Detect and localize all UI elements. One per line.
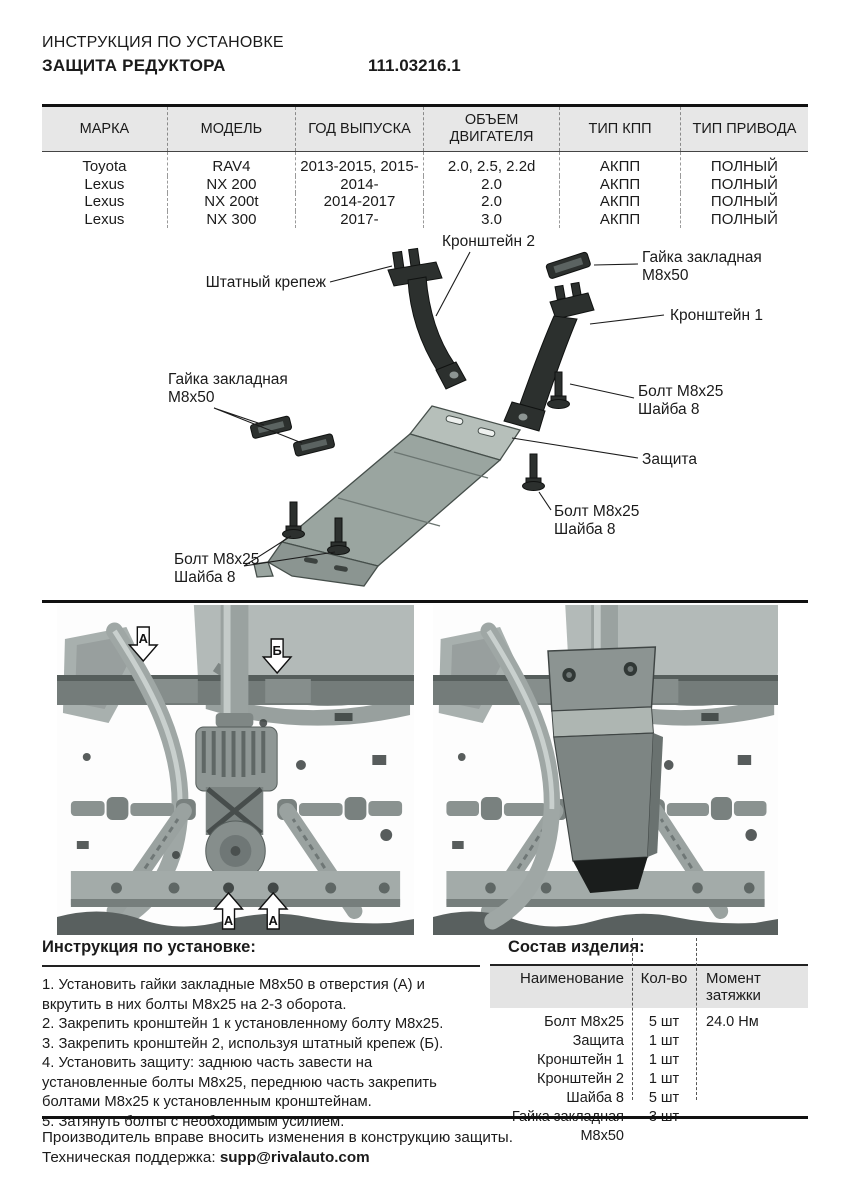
guard-plate-shape: [254, 406, 520, 586]
parts-row: [490, 1089, 808, 1108]
col-gearbox: ТИП КПП: [560, 106, 681, 152]
label-washer: Шайба 8: [554, 521, 616, 538]
label-embed-nut-size: М8х50: [168, 389, 215, 406]
cell: АКПП: [560, 211, 681, 229]
cell: 3 шт: [648, 1109, 680, 1125]
bolt-shape: [283, 502, 305, 539]
leader-line: [594, 264, 638, 265]
col-model: МОДЕЛЬ: [167, 106, 295, 152]
cell: Гайка закладная М8х50: [511, 1109, 624, 1144]
bolt-shape: [523, 454, 545, 491]
parts-row: [490, 1013, 808, 1032]
leader-line: [539, 492, 551, 510]
cell: [696, 1032, 808, 1051]
cell: [696, 1070, 808, 1089]
photo-before-install: [57, 605, 414, 935]
cell: Болт М8х25: [544, 1014, 624, 1030]
label-guard: Защита: [642, 451, 697, 468]
cell: 2014-2017: [295, 193, 423, 211]
cell: 24.0 Нм: [706, 1014, 759, 1030]
cell: Кронштейн 2: [537, 1071, 624, 1087]
parts-row: [490, 1032, 808, 1051]
label-embed-nut-size: М8х50: [642, 267, 689, 284]
cell: 1 шт: [648, 1052, 680, 1068]
cell: NX 200: [167, 176, 295, 194]
bracket2-shape: [388, 248, 466, 389]
instruction-step: 3. Закрепить кронштейн 2, используя штатный крепеж (Б).: [42, 1035, 444, 1052]
leader-line: [570, 384, 634, 398]
support-label: Техническая поддержка:: [42, 1149, 216, 1166]
svg-text:Б: Б: [272, 642, 282, 659]
cell: 1 шт: [648, 1033, 680, 1049]
instruction-step: 1. Установить гайки закладные М8х50 в отверстия (А) и вкрутить в них болты М8х25 на 2-3 оборота.: [42, 977, 425, 1013]
fitment-table: [42, 104, 808, 228]
cell: Lexus: [84, 193, 125, 210]
cell: АКПП: [560, 176, 681, 194]
embed-nut-shape: [250, 416, 292, 439]
cell: Защита: [572, 1033, 624, 1049]
embed-nut-shape: [546, 252, 592, 280]
col-name: Наименование: [520, 970, 624, 987]
cell: 3.0: [424, 211, 560, 229]
parts-row: [490, 1070, 808, 1089]
footer-support: [42, 1148, 808, 1168]
label-stock-fastener: Штатный крепеж: [205, 274, 326, 291]
cell: 2017-: [295, 211, 423, 229]
cell: Lexus: [84, 210, 125, 228]
cell: ПОЛНЫЙ: [680, 152, 808, 176]
fitment-header: [42, 106, 808, 152]
label-embed-nut: Гайка закладная: [168, 371, 288, 388]
col-engine: ОБЪЕМ ДВИГАТЕЛЯ: [424, 106, 560, 152]
parts-row: [490, 1051, 808, 1070]
cell: ПОЛНЫЙ: [680, 193, 808, 211]
label-bracket1: Кронштейн 1: [670, 307, 763, 324]
cell: АКПП: [560, 193, 681, 211]
table-row: [42, 176, 808, 194]
cell: 5 шт: [648, 1090, 680, 1106]
part-number: 111.03216.1: [368, 56, 461, 75]
instruction-step: 2. Закрепить кронштейн 1 к установленному болту М8х25.: [42, 1016, 444, 1032]
cell: ПОЛНЫЙ: [680, 176, 808, 194]
cell: Кронштейн 1: [537, 1052, 624, 1068]
cell: Шайба 8: [566, 1090, 624, 1106]
table-row: [42, 193, 808, 211]
cell: 2013-2015, 2015-: [295, 152, 423, 176]
col-torque: Момент затяжки: [706, 970, 761, 1004]
cell: Lexus: [84, 175, 125, 193]
label-washer: Шайба 8: [638, 401, 700, 418]
cell: АКПП: [560, 152, 681, 176]
cell: 1 шт: [648, 1071, 680, 1087]
section-divider: [42, 600, 808, 603]
footer: [42, 1116, 808, 1168]
svg-text:А: А: [223, 912, 234, 929]
cell: Toyota: [82, 158, 127, 175]
leader-line: [436, 252, 470, 316]
cell: NX 200t: [167, 193, 295, 211]
cell: [696, 1089, 808, 1108]
product-title: ЗАЩИТА РЕДУКТОРА: [42, 56, 226, 75]
col-drive: ТИП ПРИВОДА: [680, 106, 808, 152]
parts-list: [490, 938, 808, 1146]
cell: NX 300: [167, 211, 295, 229]
leader-line: [590, 315, 664, 324]
photo-after-install: [433, 605, 778, 935]
column-divider: [632, 938, 633, 1100]
parts-title: Состав изделия:: [508, 938, 645, 956]
cell: 2014-: [295, 176, 423, 194]
label-washer: Шайба 8: [174, 569, 236, 586]
label-bolt: Болт М8х25: [554, 503, 640, 520]
col-year: ГОД ВЫПУСКА: [295, 106, 423, 152]
column-divider: [696, 938, 697, 1100]
support-email: supp@rivalauto.com: [219, 1149, 370, 1166]
cell: 5 шт: [648, 1014, 680, 1030]
embed-nut-shape: [293, 433, 335, 456]
label-bracket2: Кронштейн 2: [442, 233, 535, 250]
label-bolt: Болт М8х25: [174, 551, 260, 568]
doc-title: ИНСТРУКЦИЯ ПО УСТАНОВКЕ: [42, 34, 284, 51]
bracket1-shape: [504, 282, 594, 431]
cell: 2.0: [424, 176, 560, 194]
footer-disclaimer: Производитель вправе вносить изменения в конструкцию защиты.: [42, 1129, 513, 1146]
cell: ПОЛНЫЙ: [680, 211, 808, 229]
parts-header: [490, 966, 808, 1008]
cell: RAV4: [167, 152, 295, 176]
installation-instructions: [42, 938, 480, 1132]
instructions-title: Инструкция по установке:: [42, 938, 480, 967]
svg-text:А: А: [268, 912, 278, 929]
instruction-step: 5. Затянуть болты с необходимым усилием.: [42, 1113, 345, 1130]
cell: [696, 1051, 808, 1070]
col-brand: МАРКА: [42, 106, 167, 152]
svg-text:А: А: [138, 630, 148, 647]
table-row: [42, 152, 808, 176]
instruction-step: 4. Установить защиту: заднюю часть завести на установленные болты М8х25, переднюю часть закрепить болтами М8х25 к установленным кронштейнам.: [42, 1055, 437, 1110]
leader-line: [330, 266, 392, 282]
label-embed-nut: Гайка закладная: [642, 249, 762, 266]
label-bolt: Болт М8х25: [638, 383, 724, 400]
col-qty: Кол-во: [640, 970, 688, 987]
cell: 2.0, 2.5, 2.2d: [424, 152, 560, 176]
cell: 2.0: [424, 193, 560, 211]
exploded-diagram: [42, 224, 812, 599]
